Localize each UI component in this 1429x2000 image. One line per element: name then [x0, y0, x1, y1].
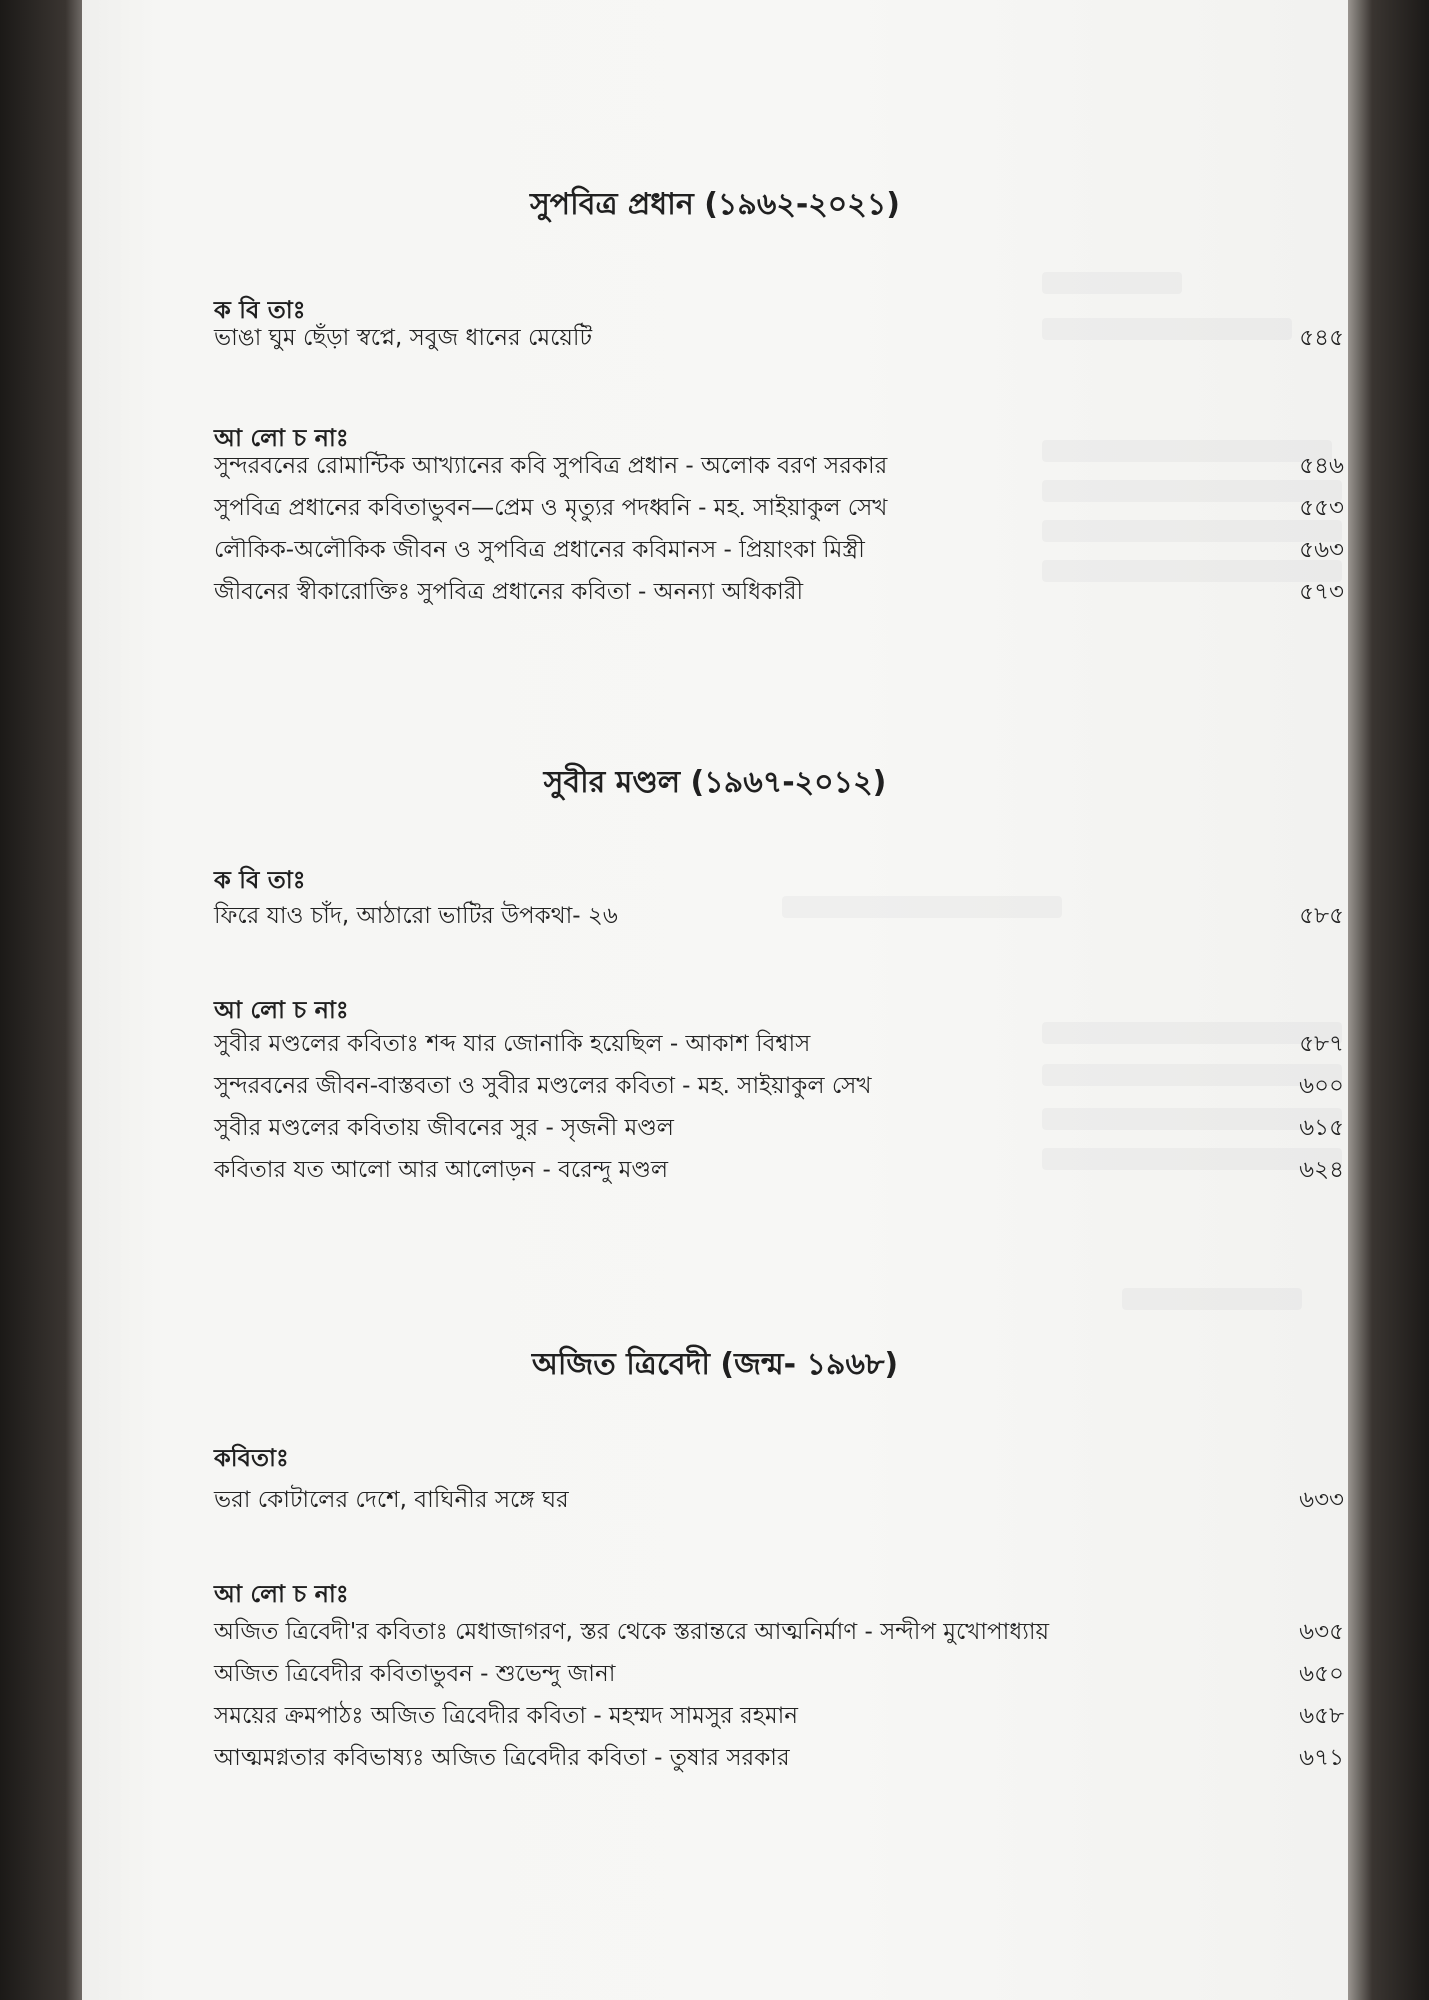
toc-entry[interactable] [214, 1150, 1344, 1190]
toc-entry[interactable] [214, 446, 1344, 486]
bleed-through-mark [1042, 272, 1182, 294]
entry-page: ৬৫০ [1299, 1661, 1344, 1687]
book-page [82, 0, 1348, 2000]
entry-page: ৫৬৩ [1299, 537, 1344, 563]
toc-entry[interactable] [214, 1738, 1344, 1778]
entry-page: ৬১৫ [1299, 1115, 1344, 1141]
entry-title: সুবীর মণ্ডলের কবিতায় জীবনের সুর - সৃজনী মণ্ডল [214, 1115, 674, 1141]
entry-title: সুন্দরবনের রোমান্টিক আখ্যানের কবি সুপবিত্র প্রধান - অলোক বরণ সরকার [214, 453, 888, 479]
section-title: সুবীর মণ্ডল (১৯৬৭-২০১২) [543, 765, 887, 800]
toc-entry[interactable] [214, 1696, 1344, 1736]
entry-page: ৫৪৫ [1299, 325, 1344, 351]
entry-title: ভরা কোটালের দেশে, বাঘিনীর সঙ্গে ঘর [214, 1487, 569, 1513]
entry-page: ৫৪৬ [1299, 453, 1344, 479]
left-background [0, 0, 82, 2000]
reviews-label: আ লো চ নাঃ [214, 424, 349, 452]
entry-page: ৫৭৩ [1299, 579, 1344, 605]
reviews-label: আ লো চ নাঃ [214, 1580, 349, 1608]
poems-label: ক বি তাঃ [214, 296, 306, 324]
entry-page: ৫৫৩ [1299, 495, 1344, 521]
entry-page: ৬৫৮ [1299, 1703, 1344, 1729]
toc-entry[interactable] [214, 1612, 1344, 1652]
toc-entry[interactable] [214, 530, 1344, 570]
entry-title: আত্মমগ্নতার কবিভাষ্যঃ অজিত ত্রিবেদীর কবিতা - তুষার সরকার [214, 1745, 790, 1771]
toc-entry[interactable] [214, 1480, 1344, 1520]
poems-label: ক বি তাঃ [214, 866, 306, 894]
entry-page: ৫৮৭ [1299, 1031, 1344, 1057]
entry-page: ৬০০ [1299, 1073, 1344, 1099]
toc-entry[interactable] [214, 1066, 1344, 1106]
bleed-through-mark [1122, 1288, 1302, 1310]
poems-label: কবিতাঃ [214, 1444, 289, 1472]
entry-title: লৌকিক-অলৌকিক জীবন ও সুপবিত্র প্রধানের কবিমানস - প্রিয়াংকা মিস্ত্রী [214, 537, 865, 563]
section-title: অজিত ত্রিবেদী (জন্ম- ১৯৬৮) [531, 1347, 899, 1382]
entry-page: ৬৩৩ [1299, 1487, 1344, 1513]
entry-title: সুবীর মণ্ডলের কবিতাঃ শব্দ যার জোনাকি হয়েছিল - আকাশ বিশ্বাস [214, 1031, 811, 1057]
entry-title: অজিত ত্রিবেদী'র কবিতাঃ মেধাজাগরণ, স্তর থেকে স্তরান্তরে আত্মনির্মাণ - সন্দীপ মুখোপাধ্যায় [214, 1619, 1050, 1645]
entry-title: সময়ের ক্রমপাঠঃ অজিত ত্রিবেদীর কবিতা - মহম্মদ সামসুর রহমান [214, 1703, 799, 1729]
toc-entry[interactable] [214, 318, 1344, 358]
entry-page: ৬৭১ [1299, 1745, 1344, 1771]
entry-page: ৬৩৫ [1299, 1619, 1344, 1645]
entry-page: ৫৮৫ [1299, 903, 1344, 929]
toc-entry[interactable] [214, 1024, 1344, 1064]
entry-title: জীবনের স্বীকারোক্তিঃ সুপবিত্র প্রধানের কবিতা - অনন্যা অধিকারী [214, 579, 804, 605]
entry-title: সুপবিত্র প্রধানের কবিতাভুবন—প্রেম ও মৃত্যুর পদধ্বনি - মহ. সাইয়াকুল সেখ [214, 495, 888, 521]
entry-title: ভাঙা ঘুম ছেঁড়া স্বপ্নে, সবুজ ধানের মেয়েটি [214, 325, 592, 351]
reviews-label: আ লো চ নাঃ [214, 996, 349, 1024]
toc-entry[interactable] [214, 1654, 1344, 1694]
entry-title: অজিত ত্রিবেদীর কবিতাভুবন - শুভেন্দু জানা [214, 1661, 616, 1687]
toc-entry[interactable] [214, 488, 1344, 528]
toc-entry[interactable] [214, 896, 1344, 936]
right-background [1348, 0, 1429, 2000]
entry-title: কবিতার যত আলো আর আলোড়ন - বরেন্দু মণ্ডল [214, 1157, 668, 1183]
entry-title: ফিরে যাও চাঁদ, আঠারো ভাটির উপকথা- ২৬ [214, 903, 618, 929]
toc-entry[interactable] [214, 1108, 1344, 1148]
section-title: সুপবিত্র প্রধান (১৯৬২-২০২১) [529, 187, 900, 222]
entry-title: সুন্দরবনের জীবন-বাস্তবতা ও সুবীর মণ্ডলের কবিতা - মহ. সাইয়াকুল সেখ [214, 1073, 872, 1099]
entry-page: ৬২৪ [1299, 1157, 1344, 1183]
toc-entry[interactable] [214, 572, 1344, 612]
